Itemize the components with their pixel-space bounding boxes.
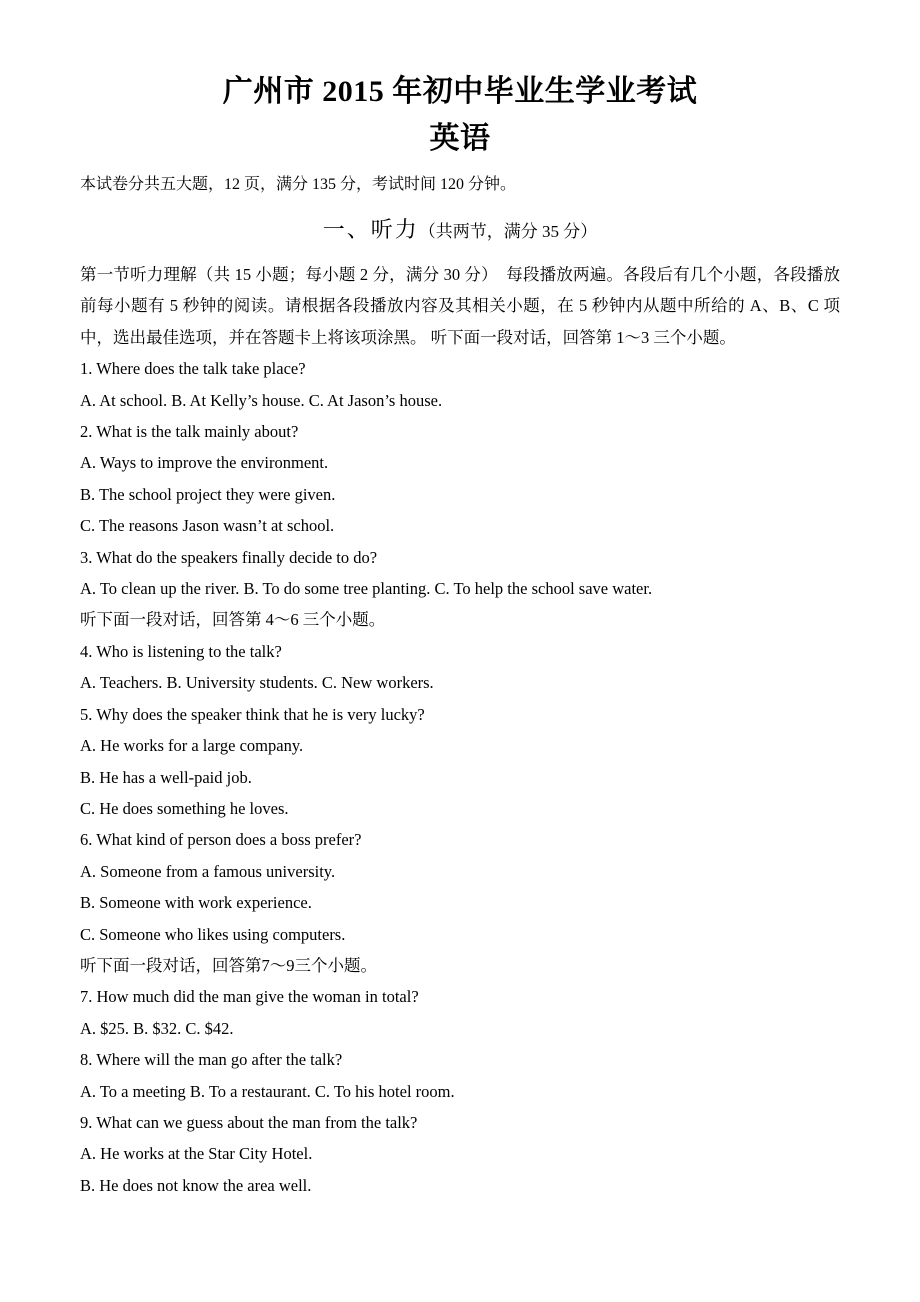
listening-instructions-paragraph: 第一节听力理解（共 15 小题；每小题 2 分，满分 30 分） 每段播放两遍。各段后有几个小题，各段播放前每小题有 5 秒钟的阅读。请根据各段播放内容及其相关小题，在 5 秒钟内从题中所给的 A、B、C 项中，选出最佳选项，并在答题卡上将该项涂黑。 听下面一段对话，回答第 1～3 三个小题。 (80, 265, 840, 347)
option-line: A. To clean up the river. B. To do some tree planting. C. To help the school save water. (80, 579, 653, 599)
option-line: C. Someone who likes using computers. (80, 924, 346, 944)
section-title: 一、听力 (322, 217, 419, 242)
option-line: A. At school. B. At Kelly’s house. C. At Jason’s house. (80, 390, 443, 410)
section-heading (80, 212, 840, 250)
question-line: 6. What kind of person does a boss prefer? (80, 830, 362, 850)
option-line: C. He does something he loves. (80, 798, 289, 818)
option-line: A. $25. B. $32. C. $42. (80, 1018, 234, 1038)
question-line: 9. What can we guess about the man from the talk? (80, 1112, 418, 1132)
question-line: 2. What is the talk mainly about? (80, 422, 299, 442)
section-title-note: （共两节，满分 35 分） (418, 222, 598, 241)
exam-title: 广州市 2015 年初中毕业生学业考试 (222, 75, 698, 108)
questions-block (80, 353, 840, 1201)
dialogue-prompt-line: 听下面一段对话，回答第7～9三个小题。 (80, 955, 377, 975)
question-line: 3. What do the speakers finally decide to do? (80, 547, 378, 567)
option-line: B. He has a well-paid job. (80, 767, 252, 787)
option-line: B. The school project they were given. (80, 484, 336, 504)
question-line: 4. Who is listening to the talk? (80, 641, 282, 661)
question-line: 1. Where does the talk take place? (80, 359, 306, 379)
option-line: A. To a meeting B. To a restaurant. C. To his hotel room. (80, 1081, 455, 1101)
question-line: 8. Where will the man go after the talk? (80, 1050, 343, 1070)
option-line: A. He works for a large company. (80, 736, 304, 756)
dialogue-prompt-line: 听下面一段对话，回答第 4～6 三个小题。 (80, 610, 386, 630)
option-line: A. Someone from a famous university. (80, 861, 336, 881)
option-line: B. Someone with work experience. (80, 893, 312, 913)
option-line: B. He does not know the area well. (80, 1175, 312, 1195)
question-line: 5. Why does the speaker think that he is very lucky? (80, 704, 425, 724)
option-line: A. Teachers. B. University students. C. New workers. (80, 673, 434, 693)
exam-meta-line: 本试卷分共五大题，12 页，满分 135 分，考试时间 120 分钟。 (80, 176, 517, 193)
question-line: 7. How much did the man give the woman in total? (80, 987, 419, 1007)
option-line: A. Ways to improve the environment. (80, 453, 329, 473)
option-line: C. The reasons Jason wasn’t at school. (80, 516, 335, 536)
exam-subject-title: 英语 (429, 122, 491, 155)
option-line: A. He works at the Star City Hotel. (80, 1144, 313, 1164)
